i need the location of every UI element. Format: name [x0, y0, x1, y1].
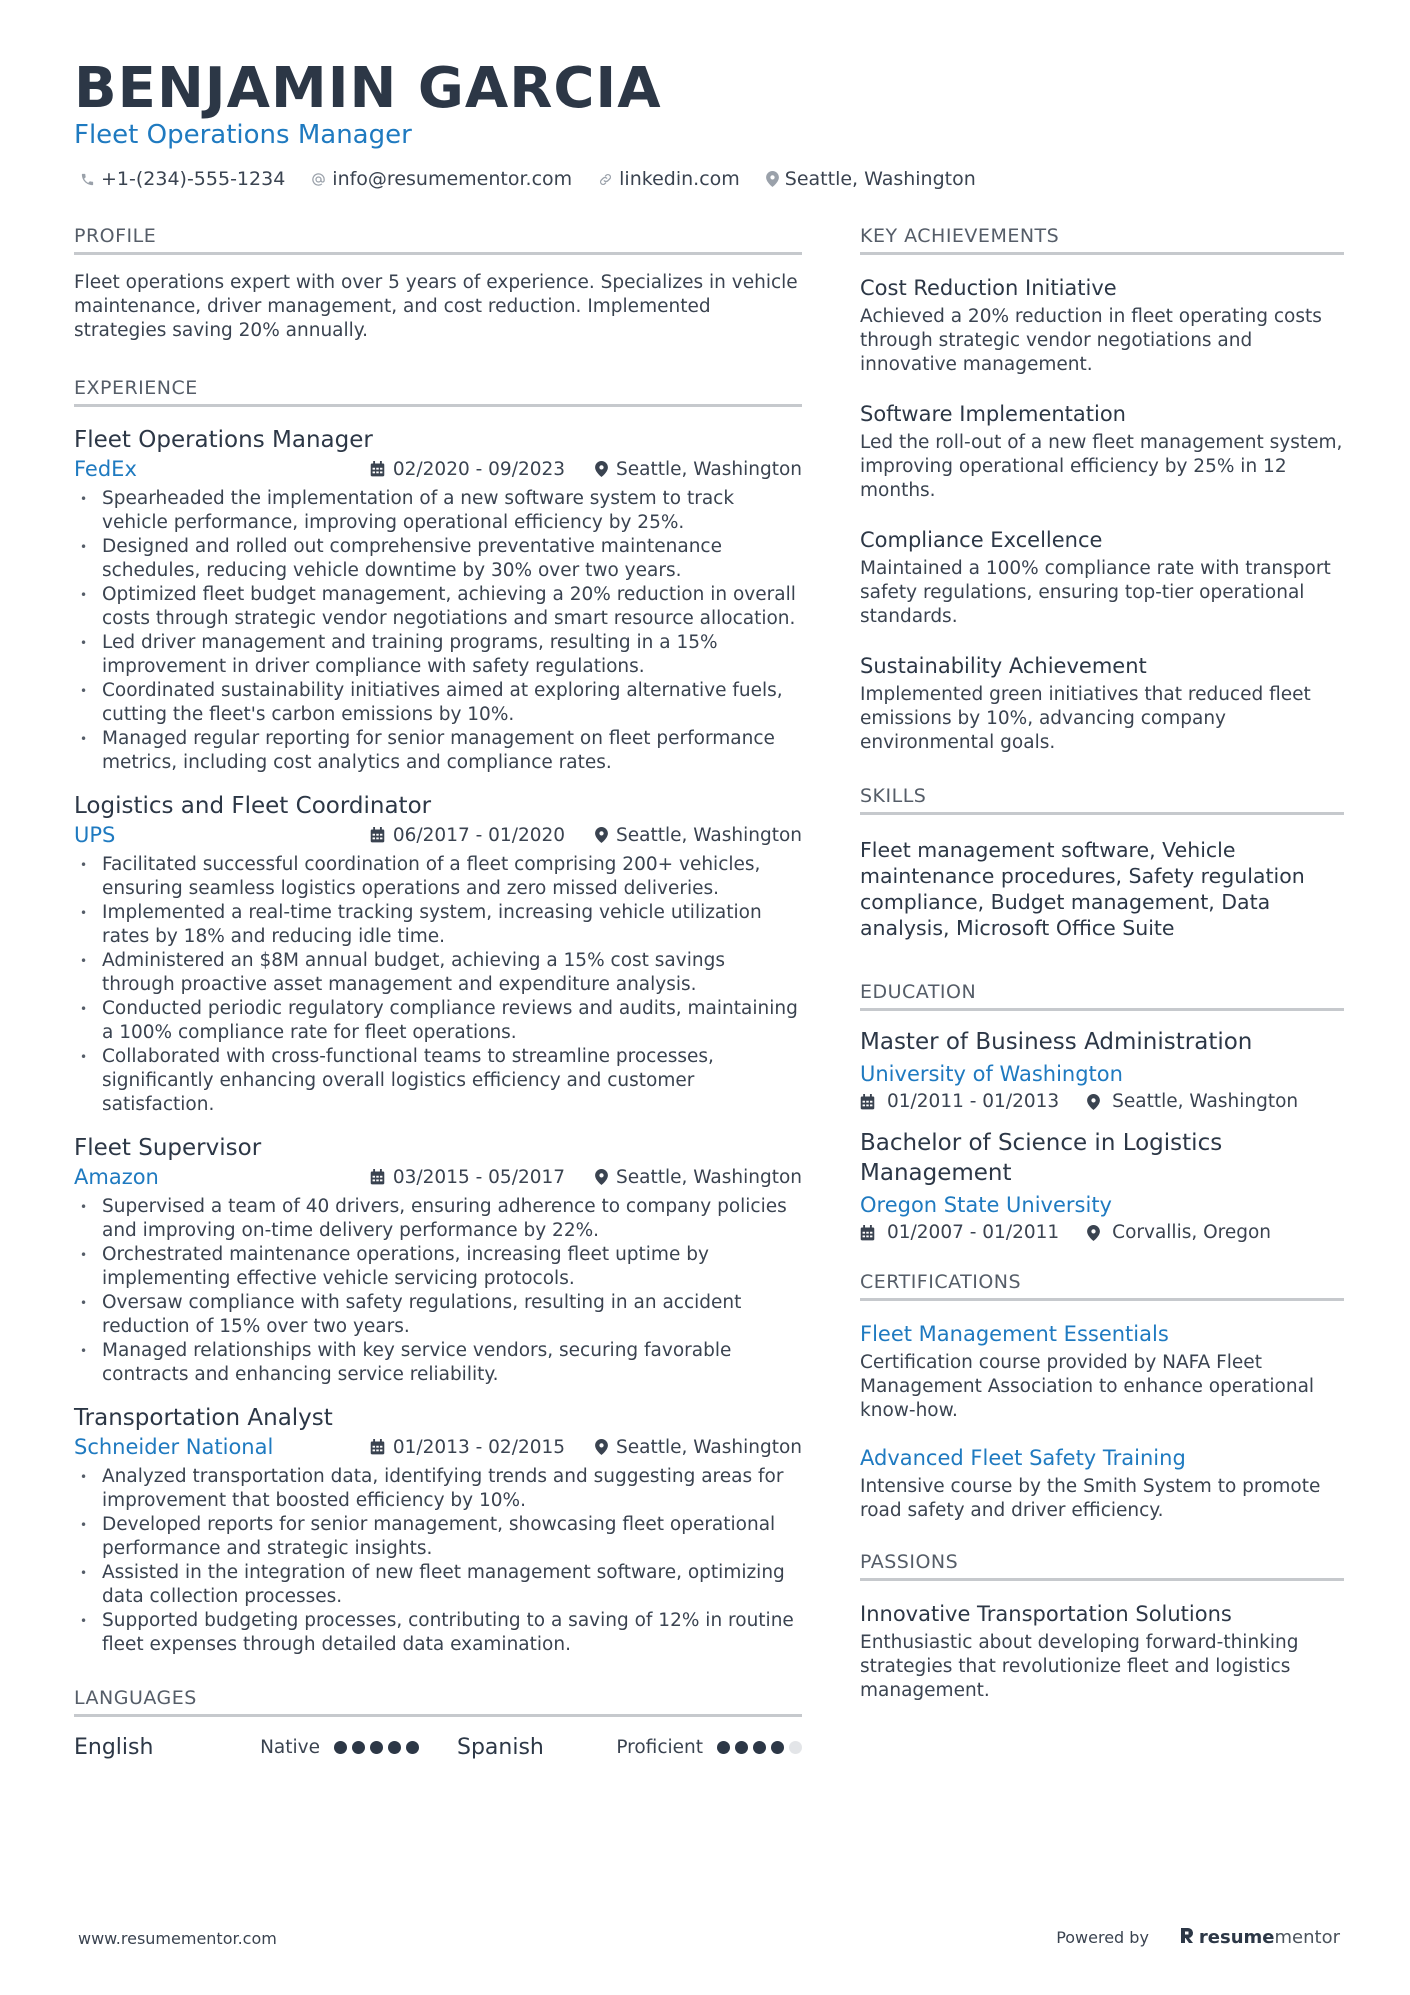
location-icon: [595, 1169, 608, 1185]
at-icon: [311, 172, 326, 187]
certification-title: Fleet Management Essentials: [860, 1322, 1169, 1346]
rating-dot-filled: [388, 1741, 401, 1754]
calendar-icon: [370, 1169, 385, 1185]
resumementor-logo-icon: [1179, 1926, 1195, 1949]
job-bullet: • Implemented a real-time tracking system, increasing vehicle utilization rates by 18% and reducing idle time.: [74, 901, 802, 949]
job-bullet: • Oversaw compliance with safety regulations, resulting in an accident reduction of 15% over two years.: [74, 1291, 802, 1339]
job-meta: [74, 1435, 802, 1459]
certification-item: [860, 1319, 1344, 1423]
job-dates: 02/2020 - 09/2023: [392, 458, 566, 480]
contact-bar: [80, 168, 976, 190]
rating-dot-filled: [735, 1741, 748, 1754]
certification-desc: Certification course provided by NAFA Fleet Management Association to enhance operational know-how.: [860, 1352, 1315, 1421]
skills-text: Fleet management software, Vehicle maintenance procedures, Safety regulation compliance, Budget management, Data analysis, Microsoft Office Suite: [860, 838, 1305, 940]
location-icon: [1087, 1225, 1100, 1241]
language-rating: [334, 1741, 419, 1754]
left-column: [74, 225, 802, 1760]
job-bullet: • Managed relationships with key service vendors, securing favorable contracts and enhancing service reliability.: [74, 1339, 802, 1387]
job-location: Seattle, Washington: [616, 824, 802, 846]
job-entry: [74, 791, 802, 1117]
language-name: English: [74, 1735, 154, 1760]
job-title: Transportation Analyst: [74, 1405, 333, 1431]
job-location: Seattle, Washington: [616, 458, 802, 480]
profile-heading: PROFILE: [74, 225, 802, 255]
job-location: Seattle, Washington: [616, 1166, 802, 1188]
job-bullet: • Developed reports for senior management, showcasing fleet operational performance and strategic insights.: [74, 1513, 802, 1561]
job-company: UPS: [74, 823, 116, 847]
education-item: [860, 1027, 1344, 1112]
rating-dot-filled: [771, 1741, 784, 1754]
job-dates: 06/2017 - 01/2020: [392, 824, 566, 846]
language-rating: [717, 1741, 802, 1754]
education-school: University of Washington: [860, 1062, 1123, 1086]
job-bullets: [74, 1465, 802, 1657]
achievement-item: [860, 399, 1344, 503]
skills-heading: SKILLS: [860, 785, 1344, 815]
education-degree: Bachelor of Science in Logistics Management: [860, 1130, 1223, 1186]
job-bullet: • Supervised a team of 40 drivers, ensuring adherence to company policies and improving on-time delivery performance by 22%.: [74, 1195, 802, 1243]
contact-email[interactable]: [311, 168, 572, 190]
candidate-name: BENJAMIN GARCIA: [74, 56, 662, 121]
experience-section: [74, 377, 802, 1657]
experience-heading: EXPERIENCE: [74, 377, 802, 407]
job-bullet: • Optimized fleet budget management, achieving a 20% reduction in overall costs through strategic vendor negotiations and smart resource allocation.: [74, 583, 802, 631]
skills-section: [860, 785, 1344, 941]
job-bullet: • Orchestrated maintenance operations, increasing fleet uptime by implementing effective vehicle servicing protocols.: [74, 1243, 802, 1291]
rating-dot-filled: [352, 1741, 365, 1754]
footer-website[interactable]: www.resumementor.com: [78, 1929, 277, 1948]
certification-item: [860, 1443, 1344, 1523]
location-icon: [595, 461, 608, 477]
rating-dot-filled: [753, 1741, 766, 1754]
job-bullet: • Analyzed transportation data, identifying trends and suggesting areas for improvement that boosted efficiency by 10%.: [74, 1465, 802, 1513]
calendar-icon: [370, 1439, 385, 1455]
passions-section: [860, 1551, 1344, 1703]
right-column: [860, 225, 1344, 1703]
job-bullet: • Administered an $8M annual budget, achieving a 15% cost savings through proactive asset management and expenditure analysis.: [74, 949, 802, 997]
achievement-item: [860, 525, 1344, 629]
profile-text: Fleet operations expert with over 5 years of experience. Specializes in vehicle maintenance, driver management, and cost reduction. Implemented strategies saving 20% annually.: [74, 272, 798, 341]
location-icon: [595, 827, 608, 843]
job-bullets: [74, 487, 802, 775]
job-meta: [74, 1165, 802, 1189]
languages-section: [74, 1687, 802, 1760]
contact-linkedin-text: linkedin.com: [619, 168, 740, 190]
job-dates: 01/2013 - 02/2015: [392, 1436, 566, 1458]
achievement-desc: Led the roll-out of a new fleet management system, improving operational efficiency by 25% in 12 months.: [860, 432, 1343, 501]
job-entry: [74, 1403, 802, 1657]
education-heading: EDUCATION: [860, 981, 1344, 1011]
achievement-title: Software Implementation: [860, 402, 1126, 426]
passion-title: Innovative Transportation Solutions: [860, 1602, 1232, 1626]
achievements-heading: KEY ACHIEVEMENTS: [860, 225, 1344, 255]
contact-phone-text: +1-(234)-555-1234: [101, 168, 286, 190]
contact-location-text: Seattle, Washington: [784, 168, 976, 190]
job-bullet: • Coordinated sustainability initiatives aimed at exploring alternative fuels, cutting the fleet's carbon emissions by 10%.: [74, 679, 802, 727]
language-level: Native: [260, 1737, 320, 1758]
calendar-icon: [860, 1225, 875, 1241]
achievement-title: Sustainability Achievement: [860, 654, 1147, 678]
achievements-section: [860, 225, 1344, 755]
rating-dot-filled: [370, 1741, 383, 1754]
language-level: Proficient: [616, 1737, 703, 1758]
job-bullet: • Collaborated with cross-functional teams to streamline processes, significantly enhancing overall logistics efficiency and customer satisfaction.: [74, 1045, 802, 1117]
passions-heading: PASSIONS: [860, 1551, 1344, 1581]
language-item: [457, 1735, 802, 1760]
job-bullet: • Spearheaded the implementation of a new software system to track vehicle performance, improving operational efficiency by 25%.: [74, 487, 802, 535]
education-location: Seattle, Washington: [1112, 1091, 1299, 1112]
job-title: Fleet Supervisor: [74, 1135, 262, 1161]
job-entry: [74, 1133, 802, 1387]
calendar-icon: [860, 1094, 875, 1110]
certification-desc: Intensive course by the Smith System to promote road safety and driver efficiency.: [860, 1476, 1321, 1521]
language-item: [74, 1735, 419, 1760]
contact-email-text: info@resumementor.com: [332, 168, 573, 190]
brand-logo[interactable]: [1179, 1926, 1340, 1949]
achievement-item: [860, 651, 1344, 755]
achievement-title: Compliance Excellence: [860, 528, 1103, 552]
rating-dot-filled: [406, 1741, 419, 1754]
certifications-section: [860, 1271, 1344, 1523]
rating-dot-filled: [334, 1741, 347, 1754]
rating-dot-filled: [717, 1741, 730, 1754]
achievement-desc: Maintained a 100% compliance rate with transport safety regulations, ensuring top-tier operational standards.: [860, 558, 1331, 627]
job-title: Logistics and Fleet Coordinator: [74, 793, 432, 819]
contact-phone[interactable]: [80, 168, 285, 190]
job-entry: [74, 425, 802, 775]
job-bullets: [74, 853, 802, 1117]
job-location: Seattle, Washington: [616, 1436, 802, 1458]
job-bullet: • Designed and rolled out comprehensive preventative maintenance schedules, reducing vehicle downtime by 30% over two years.: [74, 535, 802, 583]
education-degree: Master of Business Administration: [860, 1029, 1253, 1055]
education-item: [860, 1128, 1344, 1243]
passion-item: [860, 1599, 1344, 1703]
job-meta: [74, 823, 802, 847]
languages-heading: LANGUAGES: [74, 1687, 802, 1717]
job-dates: 03/2015 - 05/2017: [392, 1166, 566, 1188]
achievement-desc: Implemented green initiatives that reduced fleet emissions by 10%, advancing company environmental goals.: [860, 684, 1311, 753]
certification-title: Advanced Fleet Safety Training: [860, 1446, 1186, 1470]
job-company: FedEx: [74, 457, 137, 481]
passion-desc: Enthusiastic about developing forward-thinking strategies that revolutionize fleet and logistics management.: [860, 1632, 1299, 1701]
powered-by-label: Powered by: [1056, 1928, 1149, 1947]
location-icon: [766, 171, 779, 187]
brand-text-bold: resume: [1198, 1927, 1275, 1948]
education-school: Oregon State University: [860, 1193, 1112, 1217]
contact-linkedin[interactable]: [598, 168, 740, 190]
job-bullet: • Assisted in the integration of new fleet management software, optimizing data collection processes.: [74, 1561, 802, 1609]
achievement-title: Cost Reduction Initiative: [860, 276, 1117, 300]
job-bullet: • Managed regular reporting for senior management on fleet performance metrics, including cost analytics and compliance rates.: [74, 727, 802, 775]
job-bullet: • Led driver management and training programs, resulting in a 15% improvement in driver compliance with safety regulations.: [74, 631, 802, 679]
job-bullet: • Supported budgeting processes, contributing to a saving of 12% in routine fleet expenses through detailed data examination.: [74, 1609, 802, 1657]
contact-location: [766, 168, 976, 190]
certifications-heading: CERTIFICATIONS: [860, 1271, 1344, 1301]
languages-list: [74, 1735, 802, 1760]
job-company: Amazon: [74, 1165, 159, 1189]
education-section: [860, 981, 1344, 1243]
job-bullet: • Conducted periodic regulatory compliance reviews and audits, maintaining a 100% compliance rate for fleet operations.: [74, 997, 802, 1045]
education-location: Corvallis, Oregon: [1112, 1222, 1272, 1243]
brand-text-light: mentor: [1274, 1927, 1340, 1948]
achievement-desc: Achieved a 20% reduction in fleet operating costs through strategic vendor negotiations and innovative management.: [860, 306, 1322, 375]
job-bullet: • Facilitated successful coordination of a fleet comprising 200+ vehicles, ensuring seamless logistics operations and zero missed deliveries.: [74, 853, 802, 901]
calendar-icon: [370, 827, 385, 843]
profile-section: [74, 225, 802, 343]
link-icon: [598, 172, 613, 187]
education-dates: 01/2011 - 01/2013: [887, 1091, 1060, 1112]
education-dates: 01/2007 - 01/2011: [887, 1222, 1060, 1243]
job-title: Fleet Operations Manager: [74, 427, 373, 453]
phone-icon: [80, 172, 95, 187]
footer-branding: [1056, 1926, 1340, 1949]
achievement-item: [860, 273, 1344, 377]
location-icon: [595, 1439, 608, 1455]
language-name: Spanish: [457, 1735, 544, 1760]
calendar-icon: [370, 461, 385, 477]
location-icon: [1087, 1094, 1100, 1110]
job-bullets: [74, 1195, 802, 1387]
job-meta: [74, 457, 802, 481]
candidate-title: Fleet Operations Manager: [74, 120, 412, 150]
rating-dot-empty: [789, 1741, 802, 1754]
job-company: Schneider National: [74, 1435, 274, 1459]
